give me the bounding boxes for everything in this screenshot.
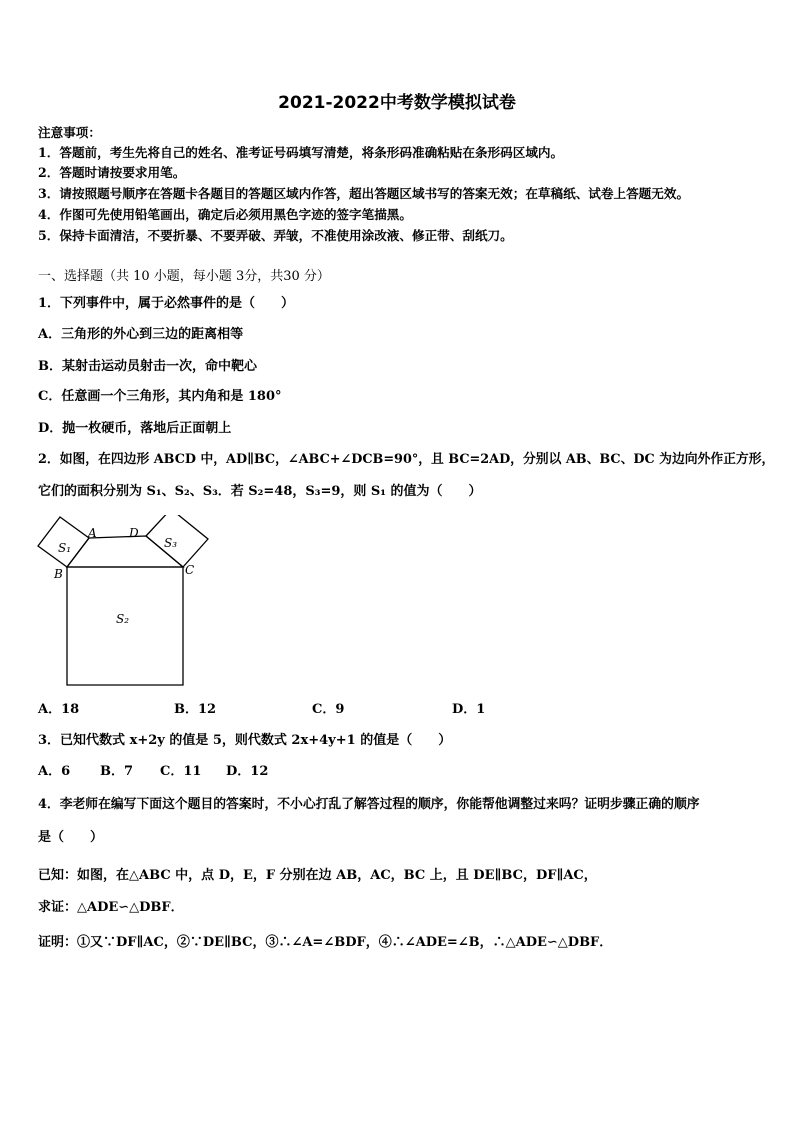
question-3-option-a: A．6 — [38, 764, 71, 779]
question-3-option-b: B．7 — [100, 764, 134, 779]
question-1-option-a: A．三角形的外心到三边的距离相等 — [38, 327, 244, 342]
notice-item: 5．保持卡面清洁，不要折暴、不要弄破、弄皱，不准使用涂改液、修正带、刮纸刀。 — [38, 228, 513, 243]
notice-item: 2．答题时请按要求用笔。 — [38, 165, 186, 180]
question-3-options — [38, 760, 268, 779]
question-4-stem-line1: 4．李老师在编写下面这个题目的答案时，不小心打乱了解答过程的顺序，你能帮他调整过来吗？证明步骤正确的顺序 — [38, 797, 700, 812]
page-title: 2021-2022中考数学模拟试卷 — [278, 93, 516, 113]
area-label-s1: S₁ — [58, 541, 72, 555]
notice-heading: 注意事项： — [38, 125, 101, 140]
question-1-stem: 1．下列事件中，属于必然事件的是（ ） — [38, 296, 295, 311]
area-label-s3: S₃ — [164, 536, 178, 550]
vertex-label-b: B — [54, 567, 63, 581]
vertex-label-a: A — [88, 526, 97, 540]
square-s2 — [67, 567, 183, 685]
question-4-prove: 求证：△ADE∽△DBF． — [38, 900, 184, 915]
question-2-options — [38, 698, 485, 717]
question-4-stem-line2: 是（ ） — [38, 830, 104, 845]
question-2-option-c: C．9 — [312, 702, 345, 717]
question-2-stem-line1: 2．如图，在四边形 ABCD 中，AD∥BC，∠ABC+∠DCB=90°，且 BC=2AD，分别以 AB、BC、DC 为边向外作正方形， — [38, 452, 775, 467]
notice-item: 4．作图可先使用铅笔画出，确定后必须用黑色字迹的签字笔描黑。 — [38, 207, 412, 222]
notice-item: 1．答题前，考生先将自己的姓名、准考证号码填写清楚，将条形码准确粘贴在条形码区域内。 — [38, 145, 564, 160]
question-1-option-c: C．任意画一个三角形，其内角和是 180° — [38, 389, 282, 404]
section-heading: 一、选择题（共 10 小题，每小题 3分，共30 分） — [38, 269, 330, 284]
question-2-option-b: B．12 — [174, 702, 217, 717]
question-1-option-b: B．某射击运动员射击一次，命中靶心 — [38, 359, 257, 374]
question-3-option-d: D．12 — [226, 764, 269, 779]
vertex-label-c: C — [185, 563, 195, 577]
question-2-option-a: A．18 — [38, 702, 80, 717]
question-2-option-d: D．1 — [452, 702, 486, 717]
question-3-stem: 3．已知代数式 x+2y 的值是 5，则代数式 2x+4y+1 的值是（ ） — [38, 733, 452, 748]
question-4-proof: 证明：①又∵DF∥AC，②∵DE∥BC，③∴∠A=∠BDF，④∴∠ADE=∠B，∴△ADE∽△DBF． — [38, 935, 613, 950]
notice-item: 3．请按照题号顺序在答题卡各题目的答题区域内作答，超出答题区域书写的答案无效；在草稿纸、试卷上答题无效。 — [38, 186, 690, 201]
question-1-option-d: D．抛一枚硬币，落地后正面朝上 — [38, 421, 232, 436]
area-label-s2: S₂ — [116, 612, 130, 626]
question-2-stem-line2: 它们的面积分别为 S₁、S₂、S₃．若 S₂=48，S₃=9，则 S₁ 的值为（ ） — [38, 484, 482, 499]
question-3-option-c: C．11 — [160, 764, 202, 779]
quadrilateral-squares-diagram — [30, 515, 230, 690]
question-4-given: 已知：如图，在△ABC 中，点 D，E，F 分别在边 AB，AC，BC 上，且 DE∥BC，DF∥AC， — [38, 868, 597, 883]
vertex-label-d: D — [129, 526, 139, 540]
